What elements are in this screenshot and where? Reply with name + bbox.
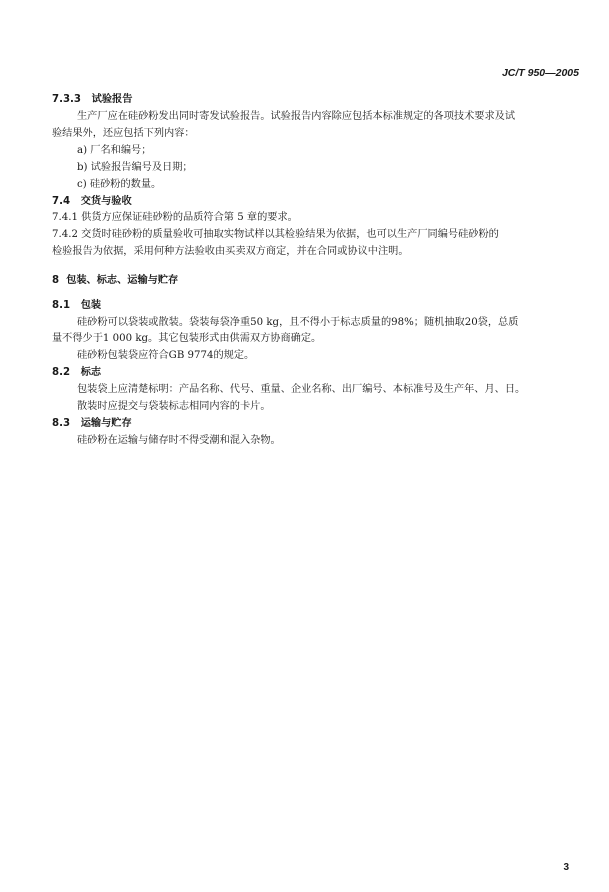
list-item: b) 试验报告编号及日期； — [77, 162, 193, 173]
section-title: 交货与验收 — [80, 196, 132, 207]
paragraph-line: 硅砂粉可以袋装或散装。袋装每袋净重50 kg，且不得小于标志质量的98%；随机抽取20袋，总质 — [77, 317, 519, 328]
heading-8 — [52, 274, 178, 288]
section-number: 8.2 — [52, 367, 71, 378]
heading-7-4 — [52, 195, 132, 209]
paragraph-line: 验结果外，还应包括下列内容： — [52, 128, 195, 139]
list-item: a) 厂名和编号； — [77, 145, 152, 156]
paragraph-line: 硅砂粉包装袋应符合GB 9774的规定。 — [77, 350, 255, 361]
paragraph-line: 7.4.1 供货方应保证硅砂粉的品质符合第 5 章的要求。 — [52, 212, 298, 223]
heading-7-3-3 — [52, 93, 132, 107]
section-title: 标志 — [80, 367, 102, 378]
standard-number: JC/T 950—2005 — [501, 67, 579, 79]
section-number: 7.4 — [52, 196, 71, 207]
heading-8-1 — [52, 299, 101, 313]
paragraph-line: 包装袋上应清楚标明：产品名称、代号、重量、企业名称、出厂编号、本标准号及生产年、月、日。 — [77, 384, 526, 395]
section-number: 8.3 — [52, 418, 71, 429]
section-title: 运输与贮存 — [80, 418, 132, 429]
heading-8-3 — [52, 417, 132, 431]
paragraph-line: 量不得少于1 000 kg。其它包装形式由供需双方协商确定。 — [52, 333, 322, 344]
section-number: 8.1 — [52, 300, 71, 311]
page-number: 3 — [563, 862, 569, 873]
paragraph-line: 硅砂粉在运输与储存时不得受潮和混入杂物。 — [77, 435, 281, 446]
section-title: 试验报告 — [91, 94, 133, 105]
paragraph-line: 7.4.2 交货时硅砂粉的质量验收可抽取实物试样以其检验结果为依据，也可以生产厂同编号硅砂粉的 — [52, 229, 499, 240]
section-number: 7.3.3 — [52, 94, 82, 105]
list-item: c) 硅砂粉的数量。 — [77, 179, 162, 190]
paragraph-line: 散装时应提交与袋装标志相同内容的卡片。 — [77, 401, 271, 412]
section-title: 包装、标志、运输与贮存 — [66, 275, 179, 286]
section-number: 8 — [52, 275, 60, 286]
paragraph-line: 检验报告为依据，采用何种方法验收由买卖双方商定，并在合同或协议中注明。 — [52, 246, 409, 257]
section-title: 包装 — [80, 300, 102, 311]
paragraph-line: 生产厂应在硅砂粉发出同时寄发试验报告。试验报告内容除应包括本标准规定的各项技术要求及试 — [77, 111, 516, 122]
heading-8-2 — [52, 366, 101, 380]
